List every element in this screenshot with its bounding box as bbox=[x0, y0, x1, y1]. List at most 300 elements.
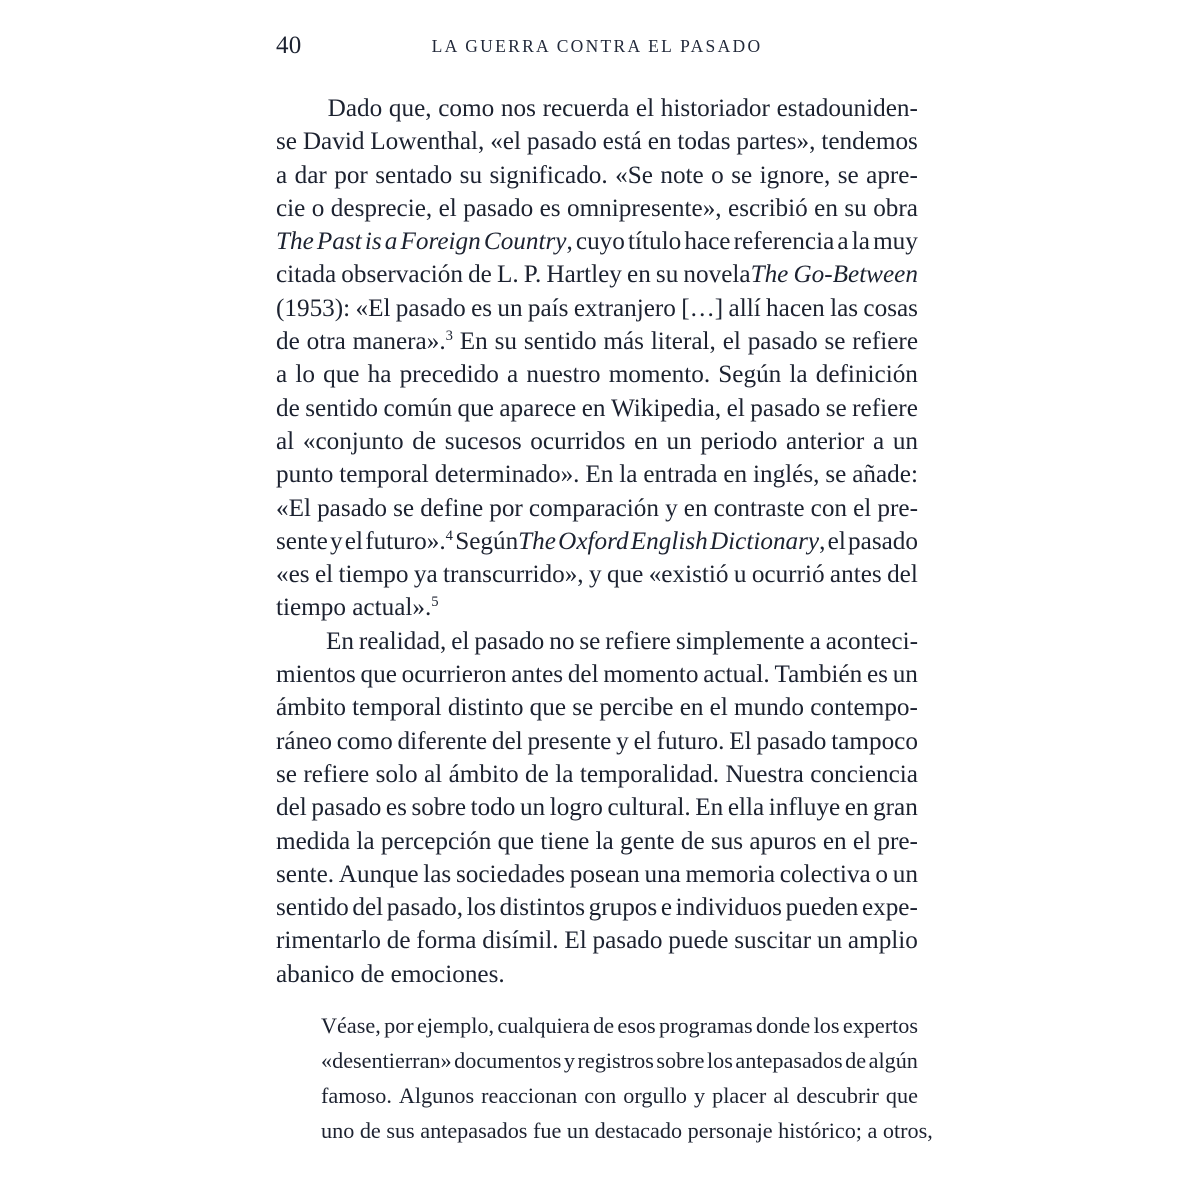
text-run: el bbox=[344, 527, 363, 555]
text-run: la bbox=[595, 827, 614, 855]
word bbox=[498, 825, 534, 858]
text-run: se bbox=[731, 161, 753, 189]
word bbox=[830, 292, 858, 325]
text-run: pasado bbox=[747, 328, 818, 356]
word bbox=[852, 458, 918, 491]
text-run: pasado bbox=[750, 394, 821, 422]
text-run: en bbox=[723, 461, 748, 489]
word bbox=[582, 392, 606, 425]
word bbox=[326, 625, 354, 658]
word bbox=[845, 1043, 866, 1078]
text-run: el bbox=[438, 194, 457, 222]
italic-title: Dictionary bbox=[709, 527, 820, 555]
word bbox=[661, 92, 770, 125]
word bbox=[684, 225, 730, 258]
word bbox=[711, 159, 724, 192]
word bbox=[796, 1078, 879, 1113]
text-run: conciencia bbox=[810, 760, 918, 788]
text-run: una bbox=[644, 860, 681, 888]
word bbox=[867, 658, 888, 691]
text-run: define bbox=[420, 494, 484, 522]
text-run: periodo bbox=[700, 427, 778, 455]
text-run: o bbox=[711, 161, 724, 189]
word bbox=[276, 225, 314, 258]
text-run: pasado bbox=[592, 927, 663, 955]
text-run: de bbox=[276, 328, 300, 356]
word bbox=[877, 492, 918, 525]
word bbox=[780, 858, 871, 891]
word bbox=[530, 425, 625, 458]
text-run: en bbox=[581, 394, 606, 422]
text-run: expertos bbox=[842, 1013, 918, 1038]
word bbox=[852, 225, 870, 258]
text-run: «Se bbox=[615, 161, 653, 189]
text-run: pasado bbox=[311, 794, 382, 822]
word bbox=[317, 492, 387, 525]
word bbox=[710, 691, 728, 724]
word bbox=[481, 1078, 577, 1113]
text-run: Dado bbox=[327, 95, 383, 122]
word bbox=[643, 458, 717, 491]
text-run: Wikipedia, bbox=[610, 394, 722, 422]
text-run: anterior bbox=[785, 427, 865, 455]
text-run: sentido bbox=[523, 328, 597, 356]
word bbox=[303, 125, 365, 158]
word bbox=[816, 358, 918, 391]
word bbox=[460, 159, 482, 192]
text-run: posean bbox=[569, 860, 640, 888]
italic-title: Foreign bbox=[400, 228, 481, 256]
word bbox=[276, 658, 356, 691]
text-line bbox=[276, 258, 918, 291]
text-run: se bbox=[393, 494, 415, 522]
word bbox=[607, 558, 643, 591]
word bbox=[564, 924, 586, 957]
word bbox=[843, 1008, 918, 1043]
text-run: todas bbox=[677, 128, 731, 156]
text-run: suscitar bbox=[734, 927, 812, 955]
text-run: Véase, bbox=[321, 1013, 381, 1038]
word bbox=[524, 258, 542, 291]
text-run: uno de sus antepasados fue un destacado personaje histórico; a otros, bbox=[321, 1118, 933, 1143]
text-run: literal, bbox=[650, 328, 716, 356]
text-run: del bbox=[491, 727, 523, 755]
text-line bbox=[276, 725, 918, 758]
text-run: como bbox=[438, 95, 495, 122]
text-run: de bbox=[468, 261, 492, 289]
word bbox=[877, 825, 918, 858]
text-run: esos bbox=[617, 1013, 656, 1038]
word bbox=[276, 758, 297, 791]
italic-title: Past bbox=[316, 228, 362, 256]
italic-title: Oxford bbox=[558, 527, 629, 555]
text-run: el bbox=[451, 627, 470, 655]
text-run: pasado bbox=[756, 727, 827, 755]
paragraph bbox=[276, 92, 918, 625]
text-run: distinto bbox=[447, 694, 524, 722]
word bbox=[307, 325, 346, 358]
word bbox=[540, 192, 561, 225]
word bbox=[321, 1078, 392, 1113]
word bbox=[623, 1078, 687, 1113]
word bbox=[644, 858, 680, 891]
word bbox=[589, 558, 602, 591]
word bbox=[683, 258, 788, 291]
text-run: ocurrió bbox=[751, 561, 825, 589]
word bbox=[684, 492, 708, 525]
word bbox=[355, 292, 390, 325]
text-run: del bbox=[567, 661, 599, 689]
text-run: temporal bbox=[352, 694, 442, 722]
text-run: nos bbox=[500, 95, 536, 122]
text-run: manera». bbox=[352, 328, 446, 356]
text-run: o bbox=[311, 194, 325, 222]
word bbox=[893, 858, 918, 891]
text-run: más bbox=[603, 328, 644, 356]
word bbox=[676, 891, 782, 924]
text-run: observación bbox=[341, 261, 463, 289]
text-run: ignore, bbox=[759, 161, 831, 189]
word bbox=[777, 92, 918, 125]
word bbox=[499, 392, 576, 425]
word bbox=[823, 825, 847, 858]
word bbox=[728, 791, 764, 824]
word bbox=[276, 825, 350, 858]
word bbox=[631, 525, 708, 558]
word bbox=[593, 1008, 614, 1043]
word bbox=[844, 192, 866, 225]
word bbox=[540, 825, 589, 858]
word bbox=[471, 292, 492, 325]
text-run: temporal bbox=[339, 461, 429, 489]
text-run: su bbox=[459, 161, 483, 189]
text-run: abanico de emociones. bbox=[276, 960, 505, 988]
word bbox=[276, 691, 346, 724]
word bbox=[550, 791, 603, 824]
word bbox=[634, 425, 658, 458]
text-run: al bbox=[773, 1083, 790, 1108]
text-run: «El bbox=[276, 494, 311, 522]
word bbox=[295, 159, 327, 192]
text-run: algún bbox=[868, 1048, 918, 1073]
word bbox=[467, 891, 496, 924]
word bbox=[471, 791, 516, 824]
text-run: de bbox=[386, 927, 411, 955]
text-run: historiador bbox=[660, 95, 770, 122]
word bbox=[793, 258, 918, 291]
word bbox=[387, 891, 463, 924]
text-run: refiere bbox=[605, 627, 671, 655]
text-run: por bbox=[334, 161, 368, 189]
text-line bbox=[276, 891, 918, 924]
word bbox=[400, 358, 499, 391]
word bbox=[398, 725, 488, 758]
word bbox=[526, 358, 600, 391]
word bbox=[723, 458, 747, 491]
word bbox=[381, 825, 491, 858]
text-run: pre- bbox=[877, 827, 918, 855]
word bbox=[341, 258, 463, 291]
text-run: contraste bbox=[713, 494, 805, 522]
word bbox=[585, 458, 613, 491]
word bbox=[385, 225, 398, 258]
word bbox=[353, 325, 453, 358]
text-run: comparación bbox=[528, 494, 659, 522]
text-run: el bbox=[853, 494, 872, 522]
text-run: la bbox=[619, 461, 638, 489]
word bbox=[628, 225, 681, 258]
text-line bbox=[276, 492, 918, 525]
text-run: pasado, bbox=[386, 894, 464, 922]
text-run: que bbox=[497, 827, 535, 855]
text-run: cultural. bbox=[607, 794, 691, 822]
word bbox=[439, 192, 457, 225]
word bbox=[817, 924, 842, 957]
word bbox=[773, 1078, 789, 1113]
text-run: refiere bbox=[303, 760, 370, 788]
text-run: un bbox=[892, 661, 918, 689]
word bbox=[500, 891, 585, 924]
word bbox=[605, 625, 671, 658]
word bbox=[731, 159, 752, 192]
text-run: allí bbox=[728, 294, 761, 322]
text-run: a bbox=[276, 161, 288, 189]
text-run: se bbox=[824, 328, 846, 356]
text-run: de bbox=[593, 1013, 615, 1038]
text-run: tendemos bbox=[821, 128, 918, 156]
text-run: los bbox=[466, 894, 497, 922]
indent-spacer bbox=[276, 92, 321, 125]
text-run: el bbox=[314, 561, 334, 589]
text-run: En bbox=[695, 794, 724, 822]
word bbox=[753, 458, 819, 491]
text-run: se bbox=[276, 128, 297, 156]
text-run: momento. bbox=[608, 361, 711, 389]
text-run: descubrir bbox=[796, 1083, 879, 1108]
text-run: un bbox=[892, 860, 918, 888]
word bbox=[828, 525, 846, 558]
word bbox=[525, 758, 549, 791]
word bbox=[576, 225, 625, 258]
word bbox=[276, 425, 294, 458]
text-run: no bbox=[549, 627, 575, 655]
word bbox=[627, 258, 651, 291]
word bbox=[615, 159, 653, 192]
text-line bbox=[276, 625, 918, 658]
text-run: cie bbox=[276, 194, 306, 222]
word bbox=[423, 858, 451, 891]
text-run: se bbox=[579, 627, 601, 655]
text-run: pre- bbox=[877, 494, 918, 522]
text-run: de bbox=[680, 827, 705, 855]
italic-title: English bbox=[630, 527, 708, 555]
text-run: de bbox=[412, 427, 437, 455]
word bbox=[766, 292, 825, 325]
text-run: muy bbox=[873, 228, 918, 256]
text-run: como bbox=[336, 727, 393, 755]
word bbox=[497, 258, 519, 291]
text-run: otra bbox=[306, 328, 346, 356]
text-run: partes», bbox=[736, 128, 816, 156]
text-run: su bbox=[655, 261, 679, 289]
text-run: un bbox=[816, 927, 843, 955]
text-line bbox=[276, 924, 918, 957]
running-head: LA GUERRA CONTRA EL PASADO bbox=[431, 36, 763, 56]
text-run: del bbox=[276, 794, 307, 822]
text-run: referencia bbox=[733, 228, 835, 256]
word bbox=[330, 525, 343, 558]
text-run: cualquiera bbox=[497, 1013, 590, 1038]
text-run: en bbox=[627, 261, 651, 289]
word bbox=[710, 525, 825, 558]
word bbox=[756, 725, 826, 758]
text-run: transcurrido», bbox=[443, 561, 584, 589]
text-run: ella bbox=[727, 794, 765, 822]
text-run: pasado bbox=[395, 294, 466, 322]
word bbox=[862, 891, 918, 924]
body-text-block bbox=[276, 92, 918, 991]
word bbox=[729, 725, 751, 758]
word bbox=[661, 891, 672, 924]
text-line bbox=[276, 758, 918, 791]
word bbox=[609, 358, 710, 391]
text-run: añade: bbox=[852, 461, 918, 489]
word bbox=[558, 525, 628, 558]
word bbox=[718, 358, 781, 391]
word bbox=[454, 1043, 561, 1078]
word bbox=[756, 1008, 810, 1043]
word bbox=[276, 791, 307, 824]
word bbox=[276, 924, 381, 957]
text-run: logro bbox=[549, 794, 603, 822]
word bbox=[714, 492, 805, 525]
word bbox=[435, 458, 580, 491]
word bbox=[748, 325, 818, 358]
text-run: grupos bbox=[588, 894, 658, 922]
text-run: que bbox=[457, 394, 494, 422]
word bbox=[734, 558, 747, 591]
word bbox=[616, 725, 629, 758]
word bbox=[321, 1008, 381, 1043]
word bbox=[399, 1078, 474, 1113]
word bbox=[424, 758, 442, 791]
word bbox=[584, 1078, 616, 1113]
word bbox=[700, 425, 777, 458]
text-run: lo bbox=[295, 361, 315, 389]
text-run: Según bbox=[718, 361, 782, 389]
word bbox=[848, 525, 918, 558]
word bbox=[838, 159, 859, 192]
text-run: los bbox=[813, 1013, 840, 1038]
text-line bbox=[276, 858, 918, 891]
text-run: los bbox=[707, 1048, 733, 1073]
word bbox=[866, 159, 918, 192]
word bbox=[443, 558, 584, 591]
word bbox=[524, 325, 597, 358]
word bbox=[411, 791, 466, 824]
text-run: al bbox=[276, 427, 295, 455]
text-run: desprecie, bbox=[330, 194, 433, 222]
text-run: Lowenthal, bbox=[370, 128, 485, 156]
text-run: un bbox=[519, 794, 546, 822]
italic-title: Country bbox=[483, 228, 567, 256]
text-run: rimentarlo bbox=[276, 927, 381, 955]
word bbox=[886, 1078, 918, 1113]
word bbox=[276, 525, 328, 558]
word bbox=[468, 258, 492, 291]
word bbox=[786, 425, 864, 458]
text-run: pasado bbox=[474, 627, 545, 655]
text-run: famoso. bbox=[321, 1083, 392, 1108]
word bbox=[497, 292, 522, 325]
text-run: y bbox=[616, 727, 629, 755]
text-run: ha bbox=[367, 361, 392, 389]
text-run: simplemente bbox=[675, 627, 805, 655]
word bbox=[529, 492, 659, 525]
word bbox=[596, 825, 614, 858]
text-line bbox=[321, 1078, 918, 1113]
text-run: novela bbox=[683, 261, 751, 289]
text-run: la bbox=[851, 228, 870, 256]
text-run: la bbox=[789, 361, 808, 389]
text-run: su bbox=[844, 194, 867, 222]
text-line bbox=[276, 159, 918, 192]
word bbox=[463, 192, 533, 225]
word bbox=[786, 891, 859, 924]
text-line bbox=[276, 458, 918, 491]
word bbox=[482, 924, 558, 957]
text-run: inglés, bbox=[753, 461, 820, 489]
word bbox=[370, 125, 484, 158]
word bbox=[656, 1043, 704, 1078]
word bbox=[703, 658, 769, 691]
word bbox=[603, 325, 644, 358]
text-run: pueden bbox=[785, 894, 859, 922]
italic-title: is bbox=[364, 228, 382, 256]
indent-spacer bbox=[276, 625, 321, 658]
word bbox=[497, 1008, 589, 1043]
word bbox=[387, 924, 411, 957]
text-line bbox=[276, 325, 918, 358]
text-run: el bbox=[635, 95, 655, 122]
text-line bbox=[276, 425, 918, 458]
word bbox=[339, 858, 419, 891]
text-run: en bbox=[822, 827, 847, 855]
text-run: sente. bbox=[276, 860, 335, 888]
text-run: «conjunto bbox=[302, 427, 404, 455]
italic-title: a bbox=[384, 228, 398, 256]
word bbox=[490, 125, 521, 158]
text-run: programas bbox=[658, 1013, 753, 1038]
text-run: El bbox=[564, 927, 587, 955]
text-run: pasado bbox=[463, 194, 534, 222]
word bbox=[368, 358, 392, 391]
text-run: u bbox=[733, 561, 747, 589]
word bbox=[276, 492, 311, 525]
text-run: con bbox=[584, 1083, 617, 1108]
word bbox=[831, 725, 918, 758]
text-run: en bbox=[683, 494, 708, 522]
word bbox=[386, 791, 407, 824]
text-run: tiene bbox=[540, 827, 590, 855]
word bbox=[356, 825, 374, 858]
word bbox=[339, 558, 409, 591]
text-run: apuros bbox=[749, 827, 817, 855]
word bbox=[543, 92, 630, 125]
word bbox=[656, 258, 678, 291]
word bbox=[668, 924, 728, 957]
footnote-marker: 5 bbox=[431, 594, 439, 611]
